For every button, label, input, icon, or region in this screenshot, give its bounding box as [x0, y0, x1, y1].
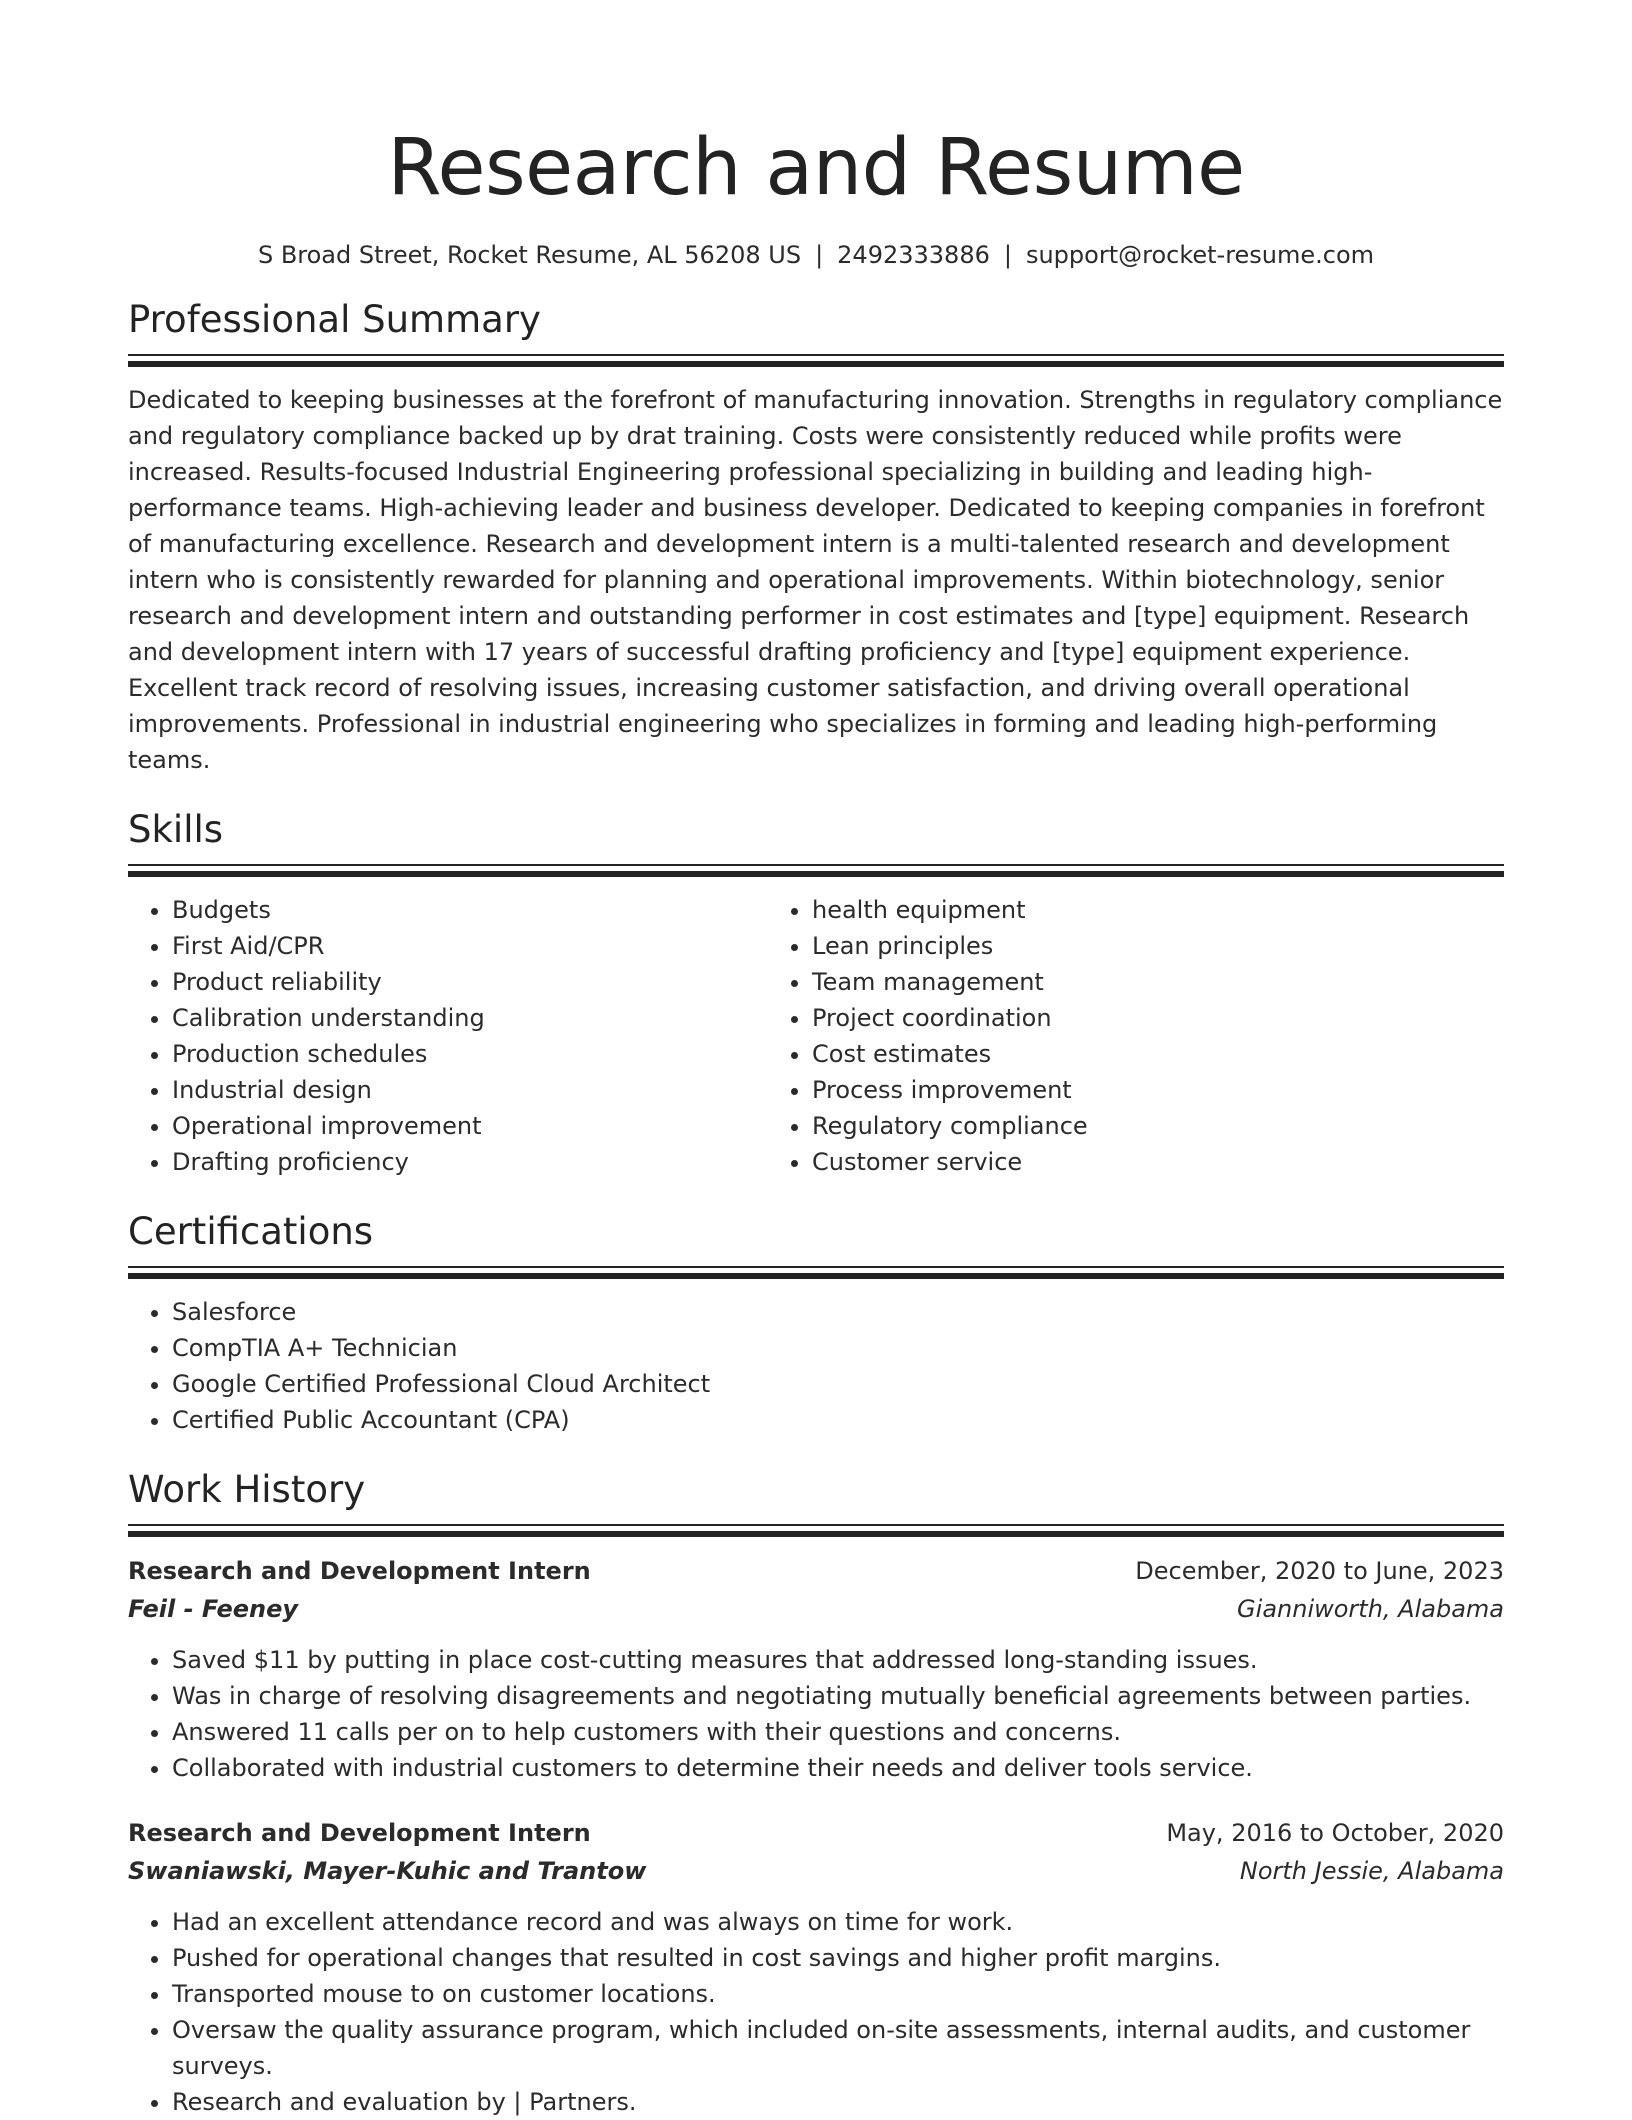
- job-bullet: • Transported mouse to on customer locations.: [172, 1976, 1504, 2012]
- contact-separator: |: [815, 241, 824, 269]
- work-history-section: [128, 1466, 1504, 2120]
- job-dates: December, 2020 to June, 2023: [1135, 1557, 1504, 1585]
- job-company: Feil - Feeney: [128, 1595, 299, 1623]
- skill-item: • Lean principles: [812, 928, 1504, 964]
- job-company: Swaniawski, Mayer-Kuhic and Trantow: [128, 1857, 647, 1885]
- job-entry: [128, 1552, 1504, 1786]
- job-header-row: [128, 1552, 1504, 1590]
- contact-address: S Broad Street, Rocket Resume, AL 56208 US: [257, 241, 802, 269]
- resume-name: Research and Resume: [387, 123, 1245, 213]
- skill-item: • Project coordination: [812, 1000, 1504, 1036]
- job-entry: [128, 1814, 1504, 2120]
- job-bullet: • Saved $11 by putting in place cost-cutting measures that addressed long-standing issues.: [172, 1642, 1504, 1678]
- job-location: Gianniworth, Alabama: [1237, 1595, 1504, 1623]
- skill-item: • Production schedules: [172, 1036, 762, 1072]
- section-divider: [128, 1524, 1504, 1538]
- summary-heading: Professional Summary: [128, 298, 541, 341]
- skill-item: • First Aid/CPR: [172, 928, 762, 964]
- skill-item: • Drafting proficiency: [172, 1144, 762, 1180]
- section-divider: [128, 1266, 1504, 1280]
- section-divider: [128, 354, 1504, 368]
- skill-item: • Cost estimates: [812, 1036, 1504, 1072]
- contact-line: [128, 238, 1504, 272]
- skill-item: • Product reliability: [172, 964, 762, 1000]
- job-title: Research and Development Intern: [128, 1819, 591, 1847]
- contact-email[interactable]: support@rocket-resume.com: [1025, 241, 1375, 269]
- job-bullet: • Research and evaluation by | Partners.: [172, 2084, 1504, 2120]
- skills-list-right: [762, 892, 1504, 1180]
- skills-heading: Skills: [128, 808, 224, 851]
- work-history-heading: Work History: [128, 1468, 366, 1511]
- job-bullet: • Collaborated with industrial customers to determine their needs and deliver tools service.: [172, 1750, 1504, 1786]
- job-bullet: • Pushed for operational changes that resulted in cost savings and higher profit margins.: [172, 1940, 1504, 1976]
- certification-item: • Certified Public Accountant (CPA): [172, 1402, 1504, 1438]
- contact-phone: 2492333886: [837, 241, 990, 269]
- summary-text: Dedicated to keeping businesses at the forefront of manufacturing innovation. Strengths in regulatory compliance and regulatory compliance backed up by drat training. Costs were consistently reduced while profits were increased. Results-focused Industrial Engineering professional specializing in building and leading high-performance teams. High-achieving leader and business developer. Dedicated to keeping companies in forefront of manufacturing excellence. Research and development intern is a multi-talented research and development intern who is consistently rewarded for planning and operational improvements. Within biotechnology, senior research and development intern and outstanding performer in cost estimates and [type] equipment. Research and development intern with 17 years of successful drafting proficiency and [type] equipment experience. Excellent track record of resolving issues, increasing customer satisfaction, and driving overall operational improvements. Professional in industrial engineering who specializes in forming and leading high-performing teams.: [128, 386, 1503, 774]
- job-dates: May, 2016 to October, 2020: [1166, 1819, 1504, 1847]
- resume-page: [128, 0, 1504, 2120]
- job-bullet: • Had an excellent attendance record and was always on time for work.: [172, 1904, 1504, 1940]
- certifications-list: [128, 1294, 1504, 1438]
- skill-item: • Calibration understanding: [172, 1000, 762, 1036]
- certification-item: • Google Certified Professional Cloud Architect: [172, 1366, 1504, 1402]
- summary-section: [128, 296, 1504, 778]
- skill-item: • Industrial design: [172, 1072, 762, 1108]
- job-title: Research and Development Intern: [128, 1557, 591, 1585]
- job-header-row: [128, 1814, 1504, 1852]
- job-subheader-row: [128, 1852, 1504, 1890]
- skill-item: • Team management: [812, 964, 1504, 1000]
- section-divider: [128, 864, 1504, 878]
- certifications-section: [128, 1208, 1504, 1438]
- certification-item: • CompTIA A+ Technician: [172, 1330, 1504, 1366]
- job-subheader-row: [128, 1590, 1504, 1628]
- certification-item: • Salesforce: [172, 1294, 1504, 1330]
- skill-item: • health equipment: [812, 892, 1504, 928]
- skill-item: • Customer service: [812, 1144, 1504, 1180]
- skills-list-left: [128, 892, 762, 1180]
- job-bullet: • Was in charge of resolving disagreements and negotiating mutually beneficial agreements between parties.: [172, 1678, 1504, 1714]
- certifications-heading: Certifications: [128, 1210, 374, 1253]
- skill-item: • Process improvement: [812, 1072, 1504, 1108]
- skills-grid: [128, 878, 1504, 1180]
- job-location: North Jessie, Alabama: [1239, 1857, 1504, 1885]
- job-bullet: • Oversaw the quality assurance program, which included on-site assessments, internal audits, and customer surveys.: [172, 2012, 1504, 2084]
- job-bullets: [128, 1904, 1504, 2120]
- skill-item: • Operational improvement: [172, 1108, 762, 1144]
- job-bullet: • Answered 11 calls per on to help customers with their questions and concerns.: [172, 1714, 1504, 1750]
- skill-item: • Regulatory compliance: [812, 1108, 1504, 1144]
- job-bullets: [128, 1642, 1504, 1786]
- contact-separator: |: [1003, 241, 1012, 269]
- skill-item: • Budgets: [172, 892, 762, 928]
- skills-section: [128, 806, 1504, 1180]
